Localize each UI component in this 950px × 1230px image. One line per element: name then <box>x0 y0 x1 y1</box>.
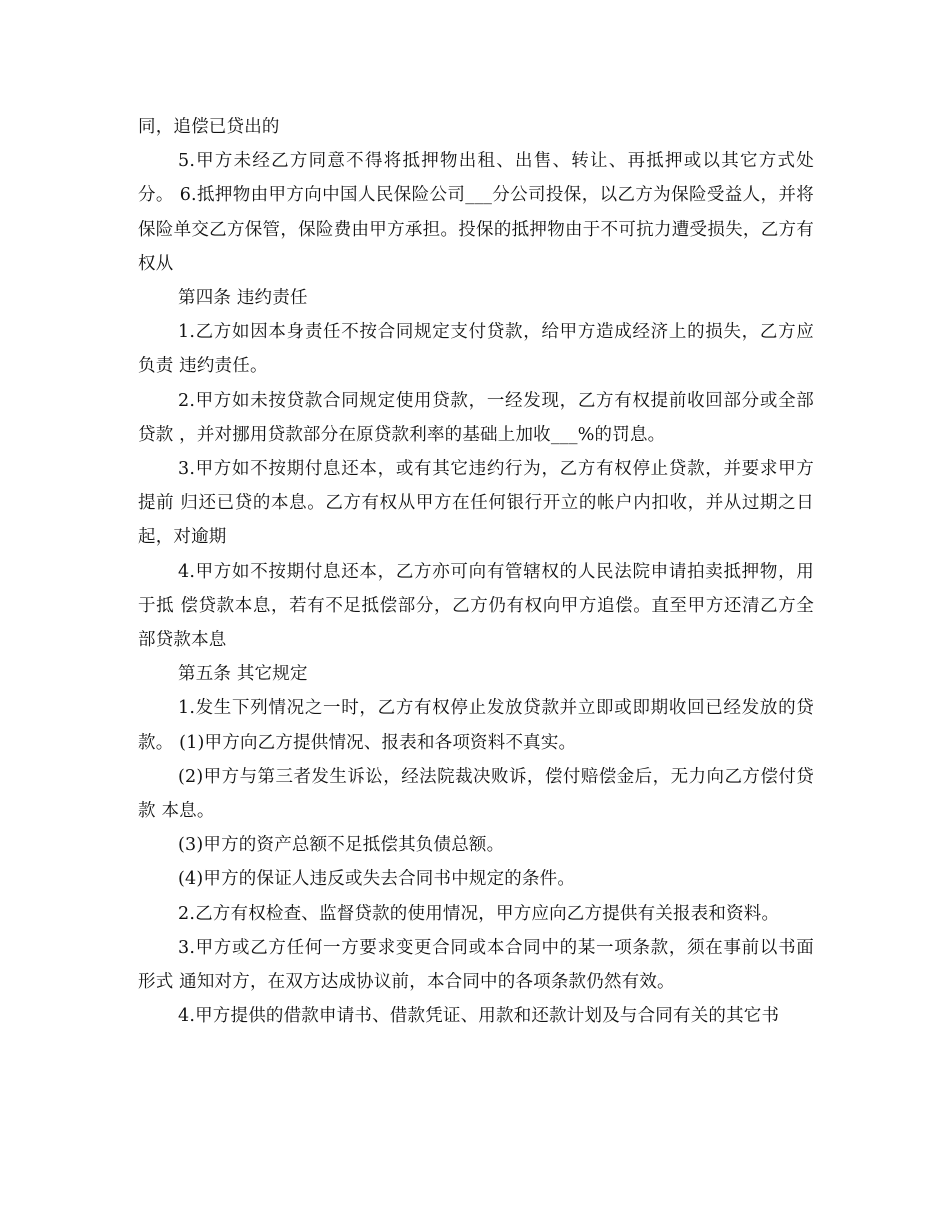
paragraph-article-5-item-2: 2.乙方有权检查、监督贷款的使用情况，甲方应向乙方提供有关报表和资料。 <box>178 903 780 924</box>
paragraph-article-4-item-4: 4.甲方如不按期付息还本，乙方亦可向有管辖权的人民法院申请拍卖抵押物，用于抵 偿贷款本息，若有不足抵偿部分，乙方仍有权向甲方追偿。直至甲方还清乙方全部贷款本息 <box>138 561 814 651</box>
document-body <box>138 110 814 1033</box>
paragraph-article-5-item-3: 3.甲方或乙方任何一方要求变更合同或本合同中的某一项条款，须在事前以书面形式 通知对方，在双方达成协议前，本合同中的各项条款仍然有效。 <box>138 937 814 993</box>
paragraph-article-5-item-4: 4.甲方提供的借款申请书、借款凭证、用款和还款计划及与合同有关的其它书 <box>178 1006 780 1027</box>
section-heading-article-5: 第五条 其它规定 <box>178 664 308 685</box>
paragraph-article-4-item-3: 3.甲方如不按期付息还本，或有其它违约行为，乙方有权停止贷款，并要求甲方提前 归还已贷的本息。乙方有权从甲方在任何银行开立的帐户内扣收，并从过期之日起，对逾期 <box>138 459 814 548</box>
paragraph-article-5-item-1: 1.发生下列情况之一时，乙方有权停止发放贷款并立即或即期收回已经发放的贷款。 (1)甲方向乙方提供情况、报表和各项资料不真实。 <box>138 698 814 753</box>
paragraph-article-5-sub-4: (4)甲方的保证人违反或失去合同书中规定的条件。 <box>178 869 576 890</box>
paragraph-article-4-item-2: 2.甲方如未按贷款合同规定使用贷款，一经发现，乙方有权提前收回部分或全部贷款 ，并对挪用贷款部分在原贷款利率的基础上加收___%的罚息。 <box>138 390 814 445</box>
paragraph-continuation: 同，追偿已贷出的 <box>138 117 280 137</box>
paragraph-article-4-item-1: 1.乙方如因本身责任不按合同规定支付贷款，给甲方造成经济上的损失，乙方应负责 违约责任。 <box>138 322 814 377</box>
paragraph-article-5-sub-3: (3)甲方的资产总额不足抵偿其负债总额。 <box>178 835 505 856</box>
paragraph-clause-5-6: 5.甲方未经乙方同意不得将抵押物出租、出售、转让、再抵押或以其它方式处分。 6.抵押物由甲方向中国人民保险公司___分公司投保，以乙方为保险受益人，并将 保险单交乙方保管，保险费由甲方承担。投保的抵押物由于不可抗力遭受损失，乙方有权从 <box>138 151 814 274</box>
paragraph-article-5-sub-2: (2)甲方与第三者发生诉讼，经法院裁决败诉，偿付赔偿金后，无力向乙方偿付贷款 本息。 <box>138 766 814 822</box>
section-heading-article-4: 第四条 违约责任 <box>178 288 308 309</box>
